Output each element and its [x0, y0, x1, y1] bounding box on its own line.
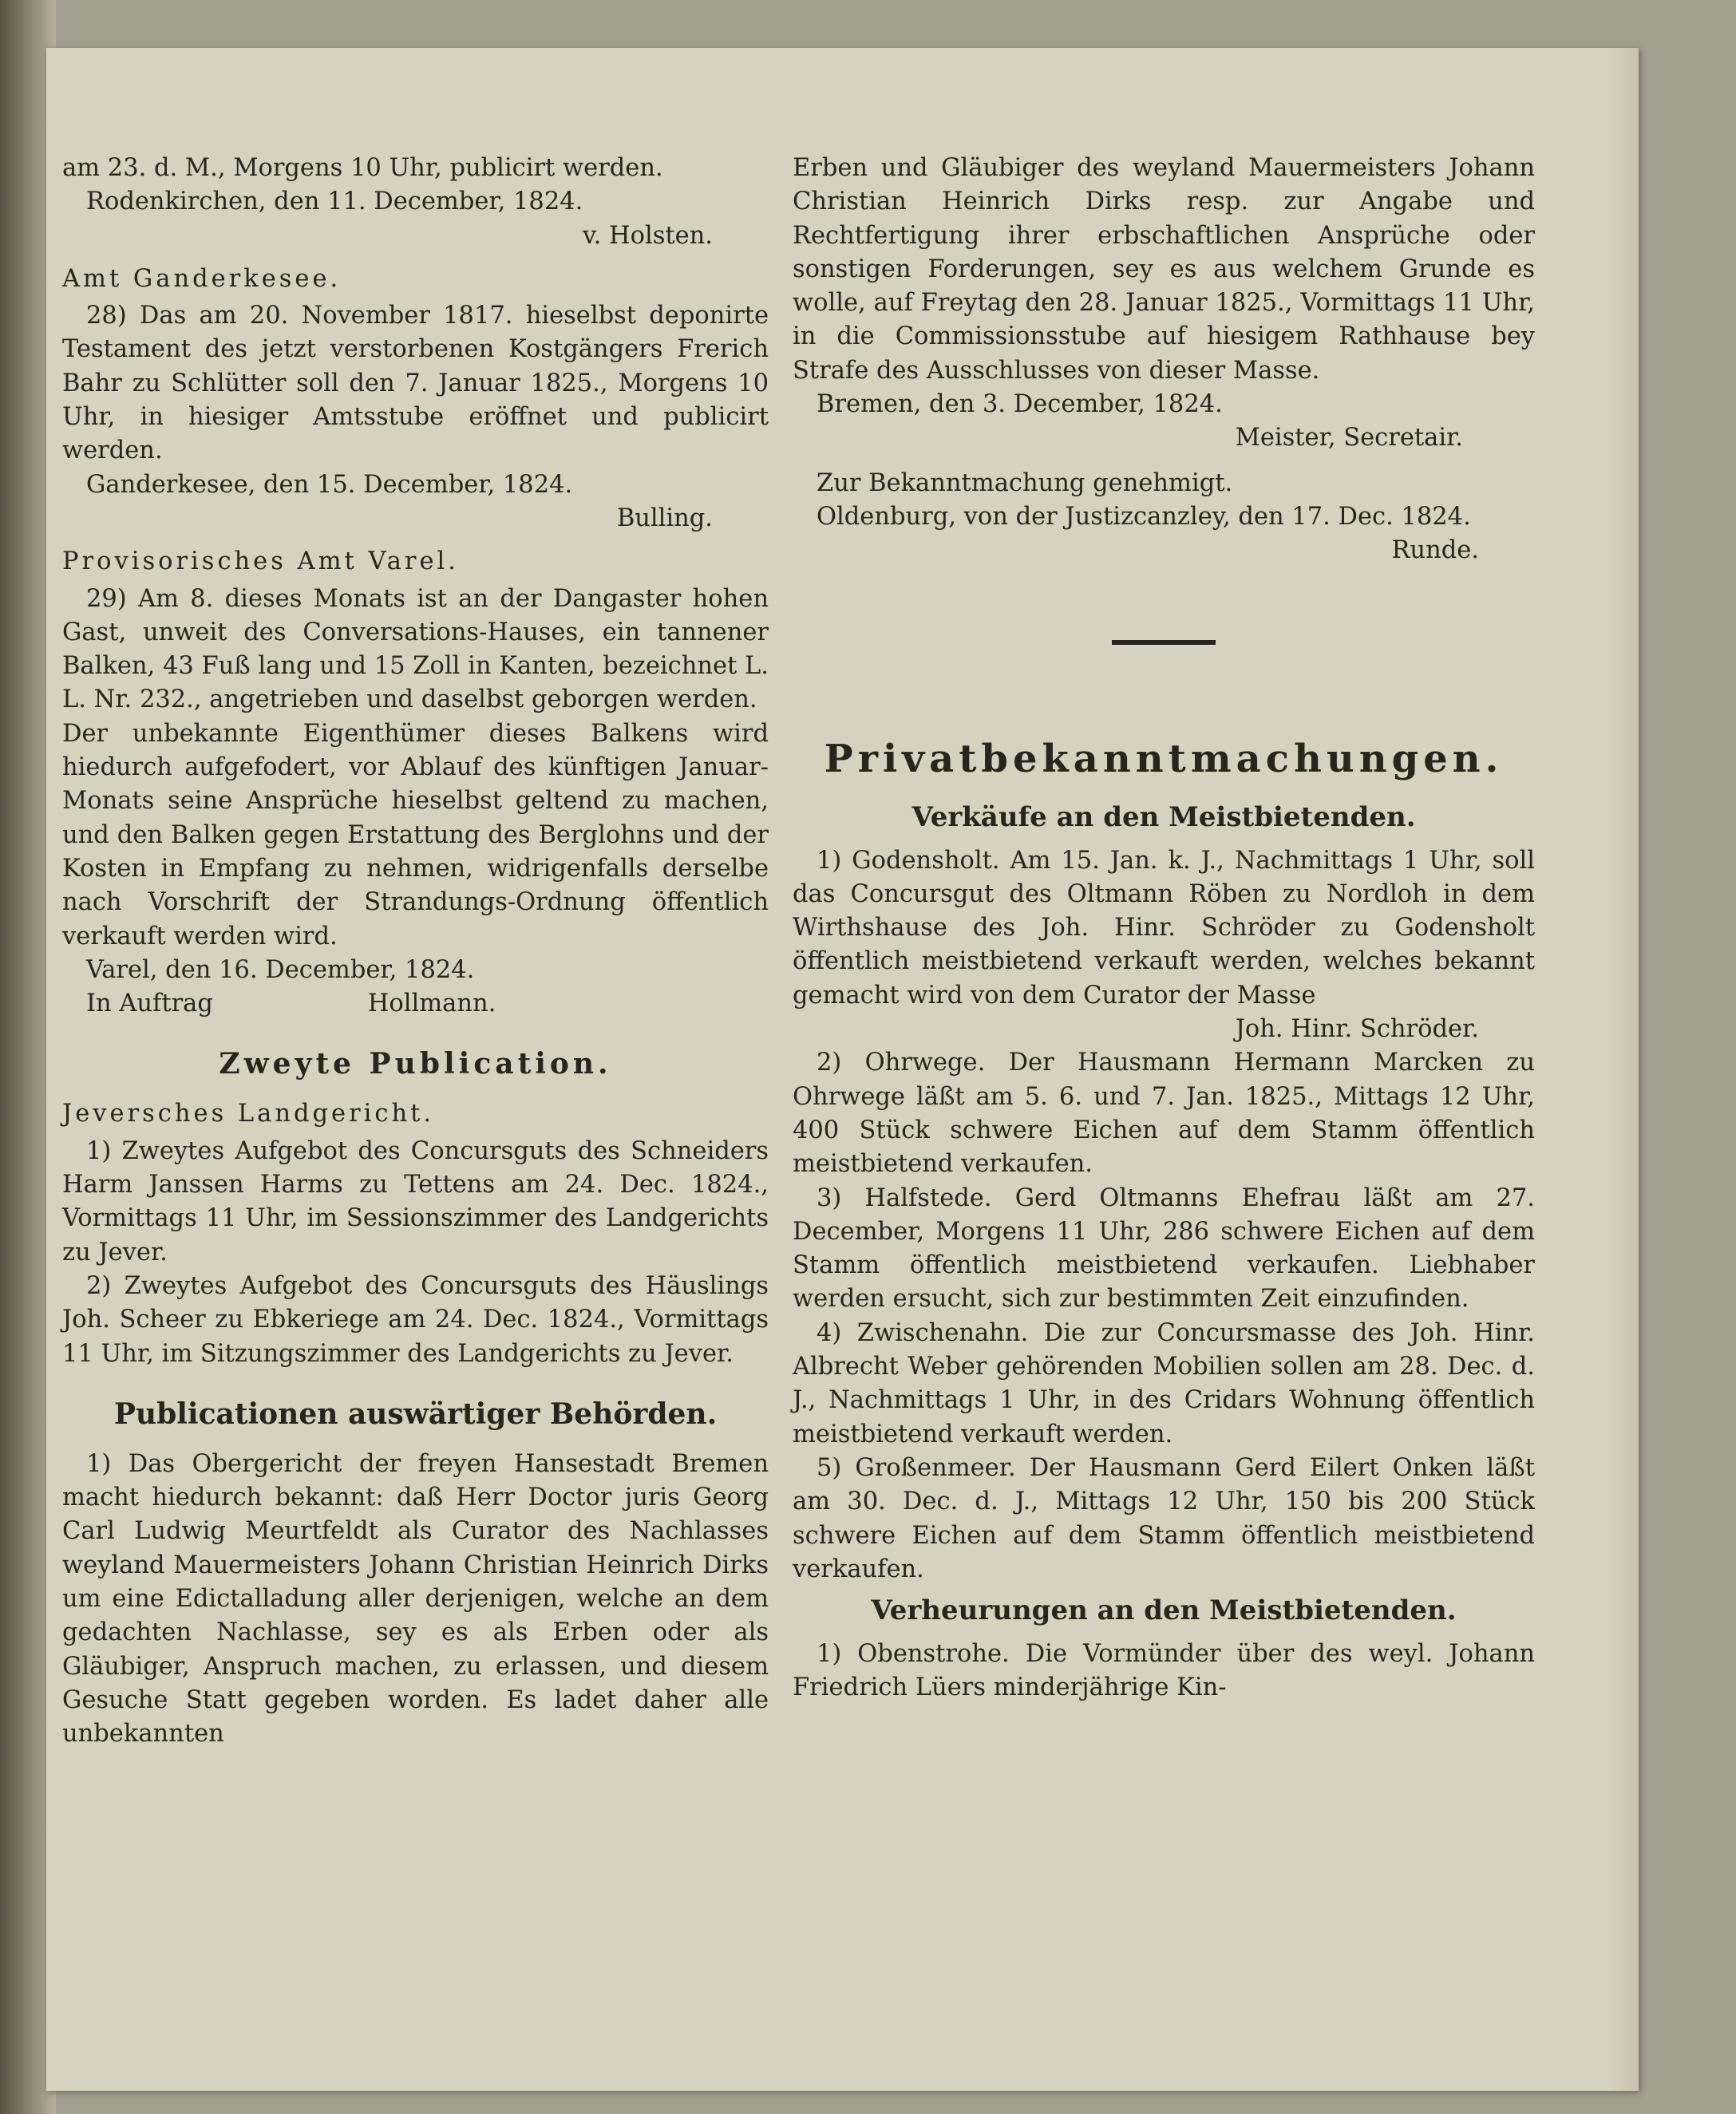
sale-notice-3: 3) Halfstede. Gerd Oltmanns Ehefrau läßt am 27. December, Morgens 11 Uhr, 286 schwere Eichen auf dem Stamm öffentlich meistbietend verkaufen. Liebhaber werden ersucht, sich zur bestimmten Zeit einzufinden. — [793, 1183, 1535, 1314]
office-heading-jever: Jeversches Landgericht. — [62, 1100, 435, 1128]
notice-28: 28) Das am 20. November 1817. hieselbst deponirte Testament des jetzt verstorbenen Kostgängers Frerich Bahr zu Schlütter soll den 7. Januar 1825., Morgens 10 Uhr, in hiesiger Amtsstube eröffnet und publicirt werden. — [62, 302, 769, 465]
bremen-notice: 1) Das Obergericht der freyen Hansestadt Bremen macht hiedurch bekannt: daß Herr Doctor juris Georg Carl Ludwig Meurtfeldt als Curator des Nachlasses weyland Mauermeisters Johann Christian Heinrich Dirks um eine Edictalladung aller derjenigen, welche an dem gedachten Nachlasse, sey es als Erben oder als Gläubiger, Anspruch machen, zu erlassen, und diesem Gesuche Statt gegeben worden. Es ladet daher alle unbekannten — [62, 1449, 769, 1748]
bremen-notice-date: Bremen, den 3. December, 1824. — [817, 390, 1223, 419]
notice-29: 29) Am 8. dieses Monats ist an der Dangaster hohen Gast, unweit des Conversations-Hauses, ein tannener Balken, 43 Fuß lang und 15 Zoll in Kanten, bezeichnet L. L. Nr. 232., angetrieben und daselbst geborgen werden. — [62, 584, 769, 714]
sale-notice-2: 2) Ohrwege. Der Hausmann Hermann Marcken zu Ohrwege läßt am 5. 6. und 7. Jan. 1825., Mittags 12 Uhr, 400 Stück schwere Eichen auf dem Stamm öffentlich meistbietend verkaufen. — [793, 1049, 1535, 1179]
lease-notice-1: 1) Obenstrohe. Die Vormünder über des weyl. Johann Friedrich Lüers minderjährige Kin- — [793, 1640, 1535, 1702]
notice-28-signature: Bulling. — [616, 504, 713, 532]
oldenburg-note: Oldenburg, von der Justizcanzley, den 17. Dec. 1824. — [817, 502, 1471, 531]
right-column — [793, 152, 1535, 1705]
notice-date: Rodenkirchen, den 11. December, 1824. — [86, 188, 583, 216]
heading-verheurungen: Verheurungen an den Meistbietenden. — [871, 1594, 1457, 1627]
newspaper-page — [46, 48, 1639, 2091]
bremen-notice-continued: Erben und Gläubiger des weyland Mauermeisters Johann Christian Heinrich Dirks resp. zur Angabe und Rechtfertigung ihrer erbschaftlichen Ansprüche oder sonstigen Forderungen, sey es aus welchem Grunde es wolle, auf Freytag den 28. Januar 1825., Vormittags 11 Uhr, in die Commissionsstube auf hiesigem Rathhause bey Strafe des Ausschlusses von dieser Masse. — [793, 154, 1535, 385]
sale-notice-1: 1) Godensholt. Am 15. Jan. k. J., Nachmittags 1 Uhr, soll das Concursgut des Oltmann Röben zu Nordloh in dem Wirthshause des Joh. Hinr. Schröder zu Godensholt öffentlich meistbietend verkauft werden, welches bekannt gemacht wird von dem Curator der Masse — [793, 846, 1535, 1010]
notice-continuation: am 23. d. M., Morgens 10 Uhr, publicirt werden. — [62, 154, 663, 182]
sale-notice-4: 4) Zwischenahn. Die zur Concursmasse des Joh. Hinr. Albrecht Weber gehörenden Mobilien sollen am 28. Dec. d. J., Nachmittags 1 Uhr, in des Cridars Wohnung öffentlich meistbietend verkauft werden. — [793, 1318, 1535, 1448]
section-divider — [1112, 640, 1216, 645]
jever-notice-1: 1) Zweytes Aufgebot des Concursguts des Schneiders Harm Janssen Harms zu Tettens am 24. Dec. 1824., Vormittags 11 Uhr, im Sessionszimmer des Landgerichts zu Jever. — [62, 1136, 769, 1266]
office-heading-varel: Provisorisches Amt Varel. — [62, 547, 459, 576]
notice-signature: v. Holsten. — [582, 221, 713, 250]
oldenburg-signature: Runde. — [1391, 536, 1479, 565]
left-column — [62, 152, 769, 1751]
approval-note: Zur Bekanntmachung genehmigt. — [817, 468, 1233, 497]
notice-29-signature: In Auftrag Hollmann. — [86, 990, 496, 1018]
office-heading-ganderkesee: Amt Ganderkesee. — [62, 264, 342, 293]
jever-notice-2: 2) Zweytes Aufgebot des Concursguts des Häuslings Joh. Scheer zu Ebkeriege am 24. Dec. 1824., Vormittags 11 Uhr, im Sitzungszimmer des Landgerichts zu Jever. — [62, 1271, 769, 1368]
heading-privatbekanntmachungen: Privatbekanntmachungen. — [824, 736, 1504, 781]
notice-29-continued: Der unbekannte Eigenthümer dieses Balkens wird hiedurch aufgefodert, vor Ablauf des künftigen Januar-Monats seine Ansprüche hieselbst geltend zu machen, und den Balken gegen Erstattung des Berglohns und der Kosten in Empfang zu nehmen, widrigenfalls derselbe nach Vorschrift der Strandungs-Ordnung öffentlich verkauft werden wird. — [62, 719, 769, 950]
notice-29-date: Varel, den 16. December, 1824. — [86, 955, 475, 984]
heading-auswaertige-behoerden: Publicationen auswärtiger Behörden. — [113, 1397, 718, 1431]
page-edge — [1607, 48, 1639, 2091]
heading-verkaeufe: Verkäufe an den Meistbietenden. — [911, 800, 1416, 833]
heading-zweyte-publication: Zweyte Publication. — [219, 1047, 612, 1081]
sale-notice-1-signature: Joh. Hinr. Schröder. — [1235, 1015, 1479, 1044]
notice-28-date: Ganderkesee, den 15. December, 1824. — [86, 470, 573, 499]
sale-notice-5: 5) Großenmeer. Der Hausmann Gerd Eilert Onken läßt am 30. Dec. d. J., Mittags 12 Uhr, 150 bis 200 Stück schwere Eichen auf dem Stamm öffentlich meistbietend verkaufen. — [793, 1453, 1535, 1583]
bremen-notice-signature: Meister, Secretair. — [1235, 424, 1463, 452]
